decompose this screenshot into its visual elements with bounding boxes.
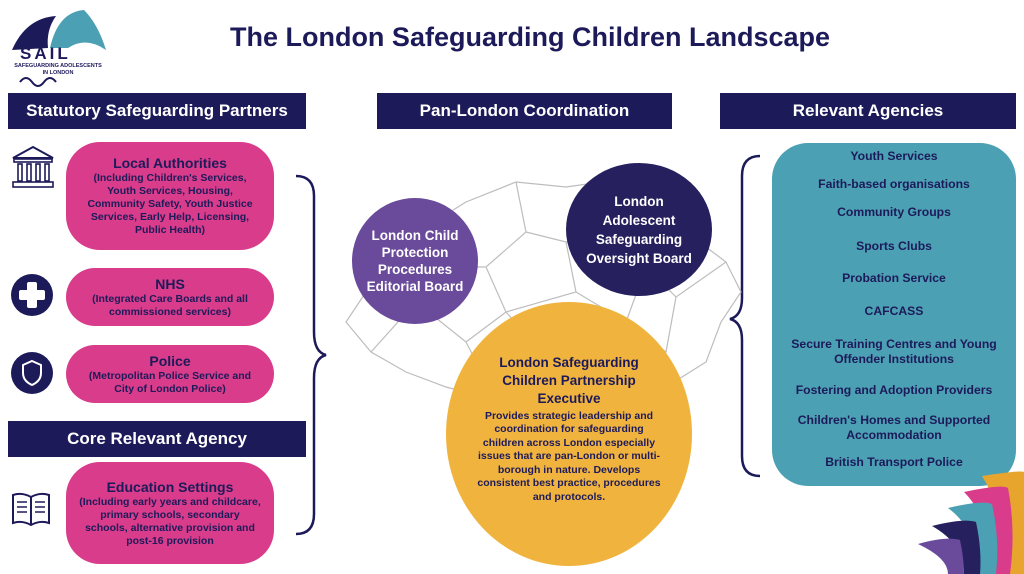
relevant-agencies-header — [720, 93, 1016, 129]
agency-item: Community Groups — [837, 205, 951, 219]
sail-logo — [6, 6, 116, 90]
pan-london-label: Pan-London Coordination — [419, 101, 630, 120]
decorative-stripes — [912, 470, 1024, 574]
lcpp-editorial-board — [352, 198, 478, 324]
partner-nhs — [66, 268, 274, 326]
core-agency-label: Core Relevant Agency — [67, 429, 247, 448]
laso-board — [566, 163, 712, 296]
partner-heading: Local Authorities — [113, 155, 227, 171]
partner-detail: (Including Children's Services, Youth Services, Housing, Community Safety, Youth Justice Services, Early Help, Licensing, Public Health) — [87, 172, 253, 236]
partner-detail: (Metropolitan Police Service and City of London Police) — [88, 369, 252, 395]
statutory-partners-header — [8, 93, 306, 129]
pan-london-header — [377, 93, 672, 129]
agency-item: Children's Homes and Supported Accommodation — [797, 413, 991, 442]
agency-item: Youth Services — [850, 149, 938, 163]
lcpp-label: London Child Protection Procedures Editorial Board — [366, 228, 464, 294]
partner-police — [66, 345, 274, 403]
building-icon — [9, 143, 57, 191]
police-badge-icon — [10, 351, 54, 395]
left-bracket — [292, 172, 328, 538]
agency-item: British Transport Police — [825, 455, 963, 469]
core-agency-header — [8, 421, 306, 457]
core-detail: (Including early years and childcare, primary schools, secondary schools, alternative provision and post-16 provision — [79, 495, 261, 547]
agency-item: Fostering and Adoption Providers — [795, 383, 993, 397]
page-title: The London Safeguarding Children Landscape — [229, 22, 831, 52]
statutory-partners-label: Statutory Safeguarding Partners — [26, 101, 288, 120]
partner-local-authorities — [66, 142, 274, 250]
laso-label: London Adolescent Safeguarding Oversight Board — [586, 193, 692, 266]
agency-item: Faith-based organisations — [818, 177, 970, 191]
relevant-agencies-label: Relevant Agencies — [792, 101, 944, 120]
partner-detail: (Integrated Care Boards and all commissioned services) — [92, 292, 248, 318]
logo-tagline-2: IN LONDON — [42, 70, 74, 76]
logo-wordmark: SAIL — [20, 44, 71, 63]
lscp-title: London Safeguarding Children Partnership Executive — [499, 354, 639, 406]
agency-item: Probation Service — [842, 271, 946, 285]
core-education-settings — [66, 462, 274, 564]
agency-item: CAFCASS — [864, 304, 924, 318]
agency-item: Secure Training Centres and Young Offender Institutions — [791, 337, 997, 366]
logo-tagline-1: SAFEGUARDING ADOLESCENTS — [14, 63, 102, 69]
lscp-detail: Provides strategic leadership and coordination for safeguarding children across London especially issues that are pan-London or multi-borough in nature. Develops consistent best practice, procedures and protocols. — [477, 409, 661, 503]
book-icon — [9, 487, 53, 531]
relevant-agencies-panel — [772, 143, 1016, 486]
medical-cross-icon — [10, 273, 54, 317]
partner-heading: NHS — [155, 275, 185, 292]
core-heading: Education Settings — [106, 478, 234, 495]
agency-item: Sports Clubs — [856, 239, 932, 253]
partner-heading: Police — [149, 352, 191, 369]
lscp-executive — [446, 302, 692, 566]
